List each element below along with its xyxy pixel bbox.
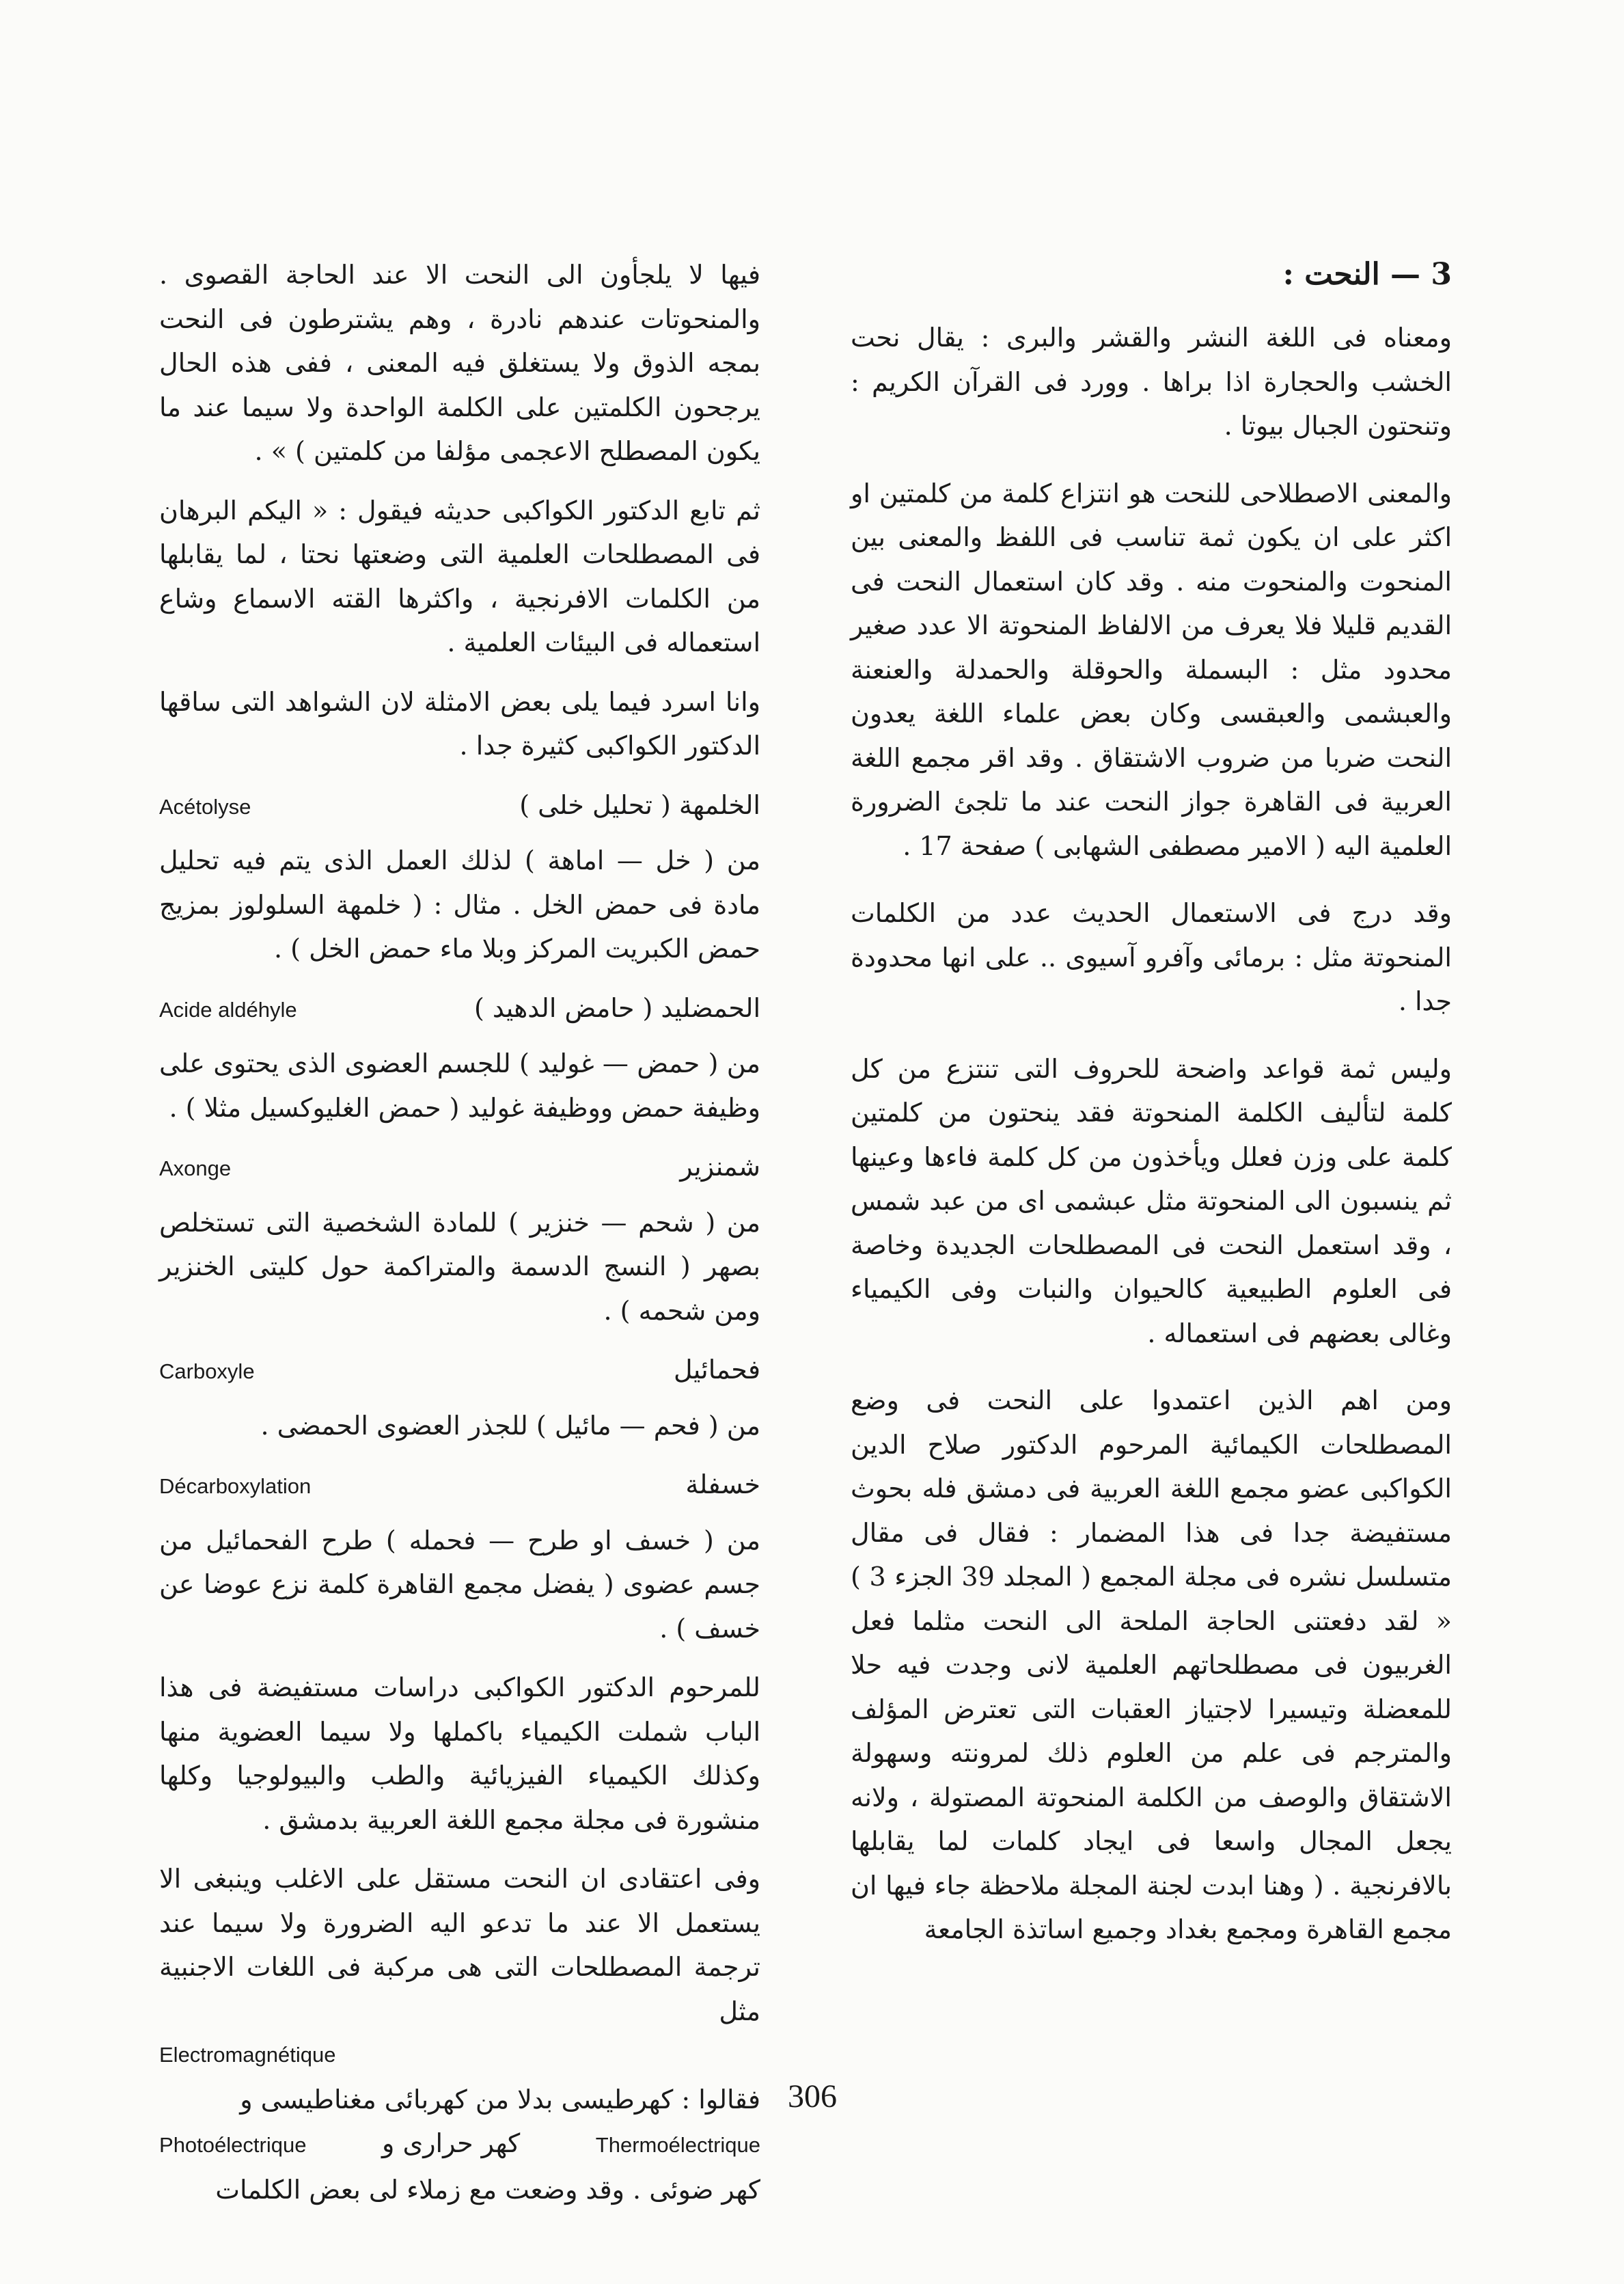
term-definition: من ( خل — اماهة ) لذلك العمل الذى يتم فيه تحليل مادة فى حمض الخل . مثال : ( خلمهة السلولوز بمزيج حمض الكبريت المركز وبلا ماء حمض الخل ) . [159,845,760,964]
term-definition: من ( خسف او طرح — فحمله ) طرح الفحمائيل من جسم عضوى ( يفضل مجمع القاهرة كلمة نزع عوضا عن خسف ) . [159,1525,760,1644]
term-row [159,986,760,1033]
paragraph: ومعناه فى اللغة النشر والقشر والبرى : يقال نحت الخشب والحجارة اذا براها . وورد فى القرآن الكريم : وتنحتون الجبال بيوتا . [851,323,1452,441]
paragraph: وفى اعتقادى ان النحت مستقل على الاغلب وينبغى الا يستعمل الا عند ما تدعو اليه الضرورة ولا سيما عند ترجمة المصطلحات التى هى مركبة فى اللغات الاجنبية مثل [159,1864,760,2026]
page-number: 306 [788,2078,837,2115]
paragraph: للمرحوم الدكتور الكواكبى دراسات مستفيضة فى هذا الباب شملت الكيمياء باكملها ولا سيما العضوية منها وكذلك الكيمياء الفيزيائية والطب والبيولوجيا وكلها منشورة فى مجلة مجمع اللغة العربية بدمشق . [159,1672,760,1835]
term-french: Acide aldéhyle [159,997,297,1022]
term-definition: من ( فحم — مائيل ) للجذر العضوى الحمضى . [260,1410,760,1441]
section-heading: 3 — النحت : [1282,257,1452,292]
term-row [159,2033,760,2078]
term-arabic: فحمائيل [673,1355,760,1385]
term-row [159,783,760,830]
paragraph: وليس ثمة قواعد واضحة للحروف التى تنتزع من كل كلمة لتأليف الكلمة المنحوتة فقد ينحتون من كلمتين كلمة على وزن فعلل ويأخذون من كل كلمة فاءها وعينها ثم ينسبون الى المنحوتة مثل عبشمى اى من عبد شمس ، وقد استعمل النحت فى المصطلحات الجديدة وخاصة فى العلوم الطبيعية كالحيوان والنبات وفى الكيمياء وغالى بعضهم فى استعماله . [851,1053,1452,1348]
term-french: Acétolyse [159,794,251,819]
text-line: كهر ضوئى . وقد وضعت مع زملاء لى بعض الكلمات [215,2174,760,2205]
paragraph: ومن اهم الذين اعتمدوا على النحت فى وضع المصطلحات الكيمائية المرحوم الدكتور صلاح الدين الكواكبى عضو مجمع اللغة العربية فى دمشق فله بحوث مستفيضة جدا فى هذا المضمار : فقال فى مقال متسلسل نشره فى مجلة المجمع ( المجلد 39 الجزء 3 ) « لقد دفعتنى الحاجة الملحة الى النحت مثلما فعل الغربيون فى مصطلحاتهم العلمية لانى وجدت فيه حلا للمعضلة وتيسيرا لاجتياز العقبات التى تعترض المؤلف والمترجم فى علم من العلوم ذلك لمرونته وسهولة الاشتقاق والوصف من الكلمة المنحوتة المصتولة ، ولانه يجعل المجال واسعا فى ايجاد كلمات لما يقابلها بالافرنجية . ( وهنا ابدت لجنة المجلة ملاحظة جاء فيها ان مجمع القاهرة ومجمع بغداد وجميع اساتذة الجامعة [851,1385,1453,1944]
text-line: فقالوا : كهرطيسى بدلا من كهربائى مغناطيسى و [240,2084,760,2115]
term-row [159,2121,760,2168]
term-french: Photoélectrique [159,2133,307,2157]
left-column [159,253,760,2212]
term-row [159,1348,760,1394]
text-fragment: كهر حرارى و [382,2128,521,2158]
term-row [159,1145,760,1191]
term-french: Thermoélectrique [595,2133,760,2157]
paragraph: ثم تابع الدكتور الكواكبى حديثه فيقول : « اليكم البرهان فى المصطلحات العلمية التى وضعتها نحتا ، لما يقابلها من الكلمات الافرنجية ، واكثرها القته الاسماع وشاع استعماله فى البيئات العلمية . [159,495,760,657]
term-definition: من ( حمض — غوليد ) للجسم العضوى الذى يحتوى على وظيفة حمض ووظيفة غوليد ( حمض الغليوكسيل مثلا ) . [159,1048,760,1123]
paragraph: والمعنى الاصطلاحى للنحت هو انتزاع كلمة من كلمتين او اكثر على ان يكون ثمة تناسب فى اللفظ والمعنى بين المنحوت والمنحوت منه . وقد كان استعمال النحت فى القديم قليلا فلا يعرف من الالفاظ المنحوتة الا عدد صغير محدود مثل : البسملة والحوقلة والحمدلة والعنعنة والعبشمى والعبقسى وكان بعض علماء اللغة يعدون النحت ضربا من ضروب الاشتقاق . وقد اقر مجمع اللغة العربية فى القاهرة جواز النحت عند ما تلجئ الضرورة العلمية اليه ( الامير مصطفى الشهابى ) صفحة 17 . [851,478,1453,861]
term-definition: من ( شحم — خنزير ) للمادة الشخصية التى تستخلص بصهر ( النسج الدسمة والمتراكمة حول كليتى الخنزير ومن شحمه ) . [159,1207,760,1326]
term-french: Carboxyle [159,1359,255,1383]
paragraph: وقد درج فى الاستعمال الحديث عدد من الكلمات المنحوتة مثل : برمائى وآفرو آسيوى .. على انها محدودة جدا . [851,898,1452,1016]
term-arabic: خسفلة [685,1469,760,1499]
term-french: Axonge [159,1156,232,1180]
term-arabic: شمنزير [680,1152,760,1182]
term-french: Electromagnétique [159,2043,336,2067]
right-column [851,253,1452,1975]
paragraph: فيها لا يلجأون الى النحت الا عند الحاجة القصوى . والمنحوتات عندهم نادرة ، وهم يشترطون فى النحت بمجه الذوق ولا يستغلق فيه المعنى ، ففى هذه الحال يرجحون الكلمتين على الكلمة الواحدة ولا سيما عند ما يكون المصطلح الاعجمى مؤلفا من كلمتين ) » . [159,260,760,466]
paragraph: وانا اسرد فيما يلى بعض الامثلة لان الشواهد التى ساقها الدكتور الكواكبى كثيرة جدا . [159,686,760,761]
term-arabic: الحمضليد ( حامض الدهيد ) [473,992,760,1023]
term-row [159,1463,760,1509]
term-arabic: الخلمهة ( تحليل خلى ) [519,789,760,820]
term-french: Décarboxylation [159,1474,312,1498]
